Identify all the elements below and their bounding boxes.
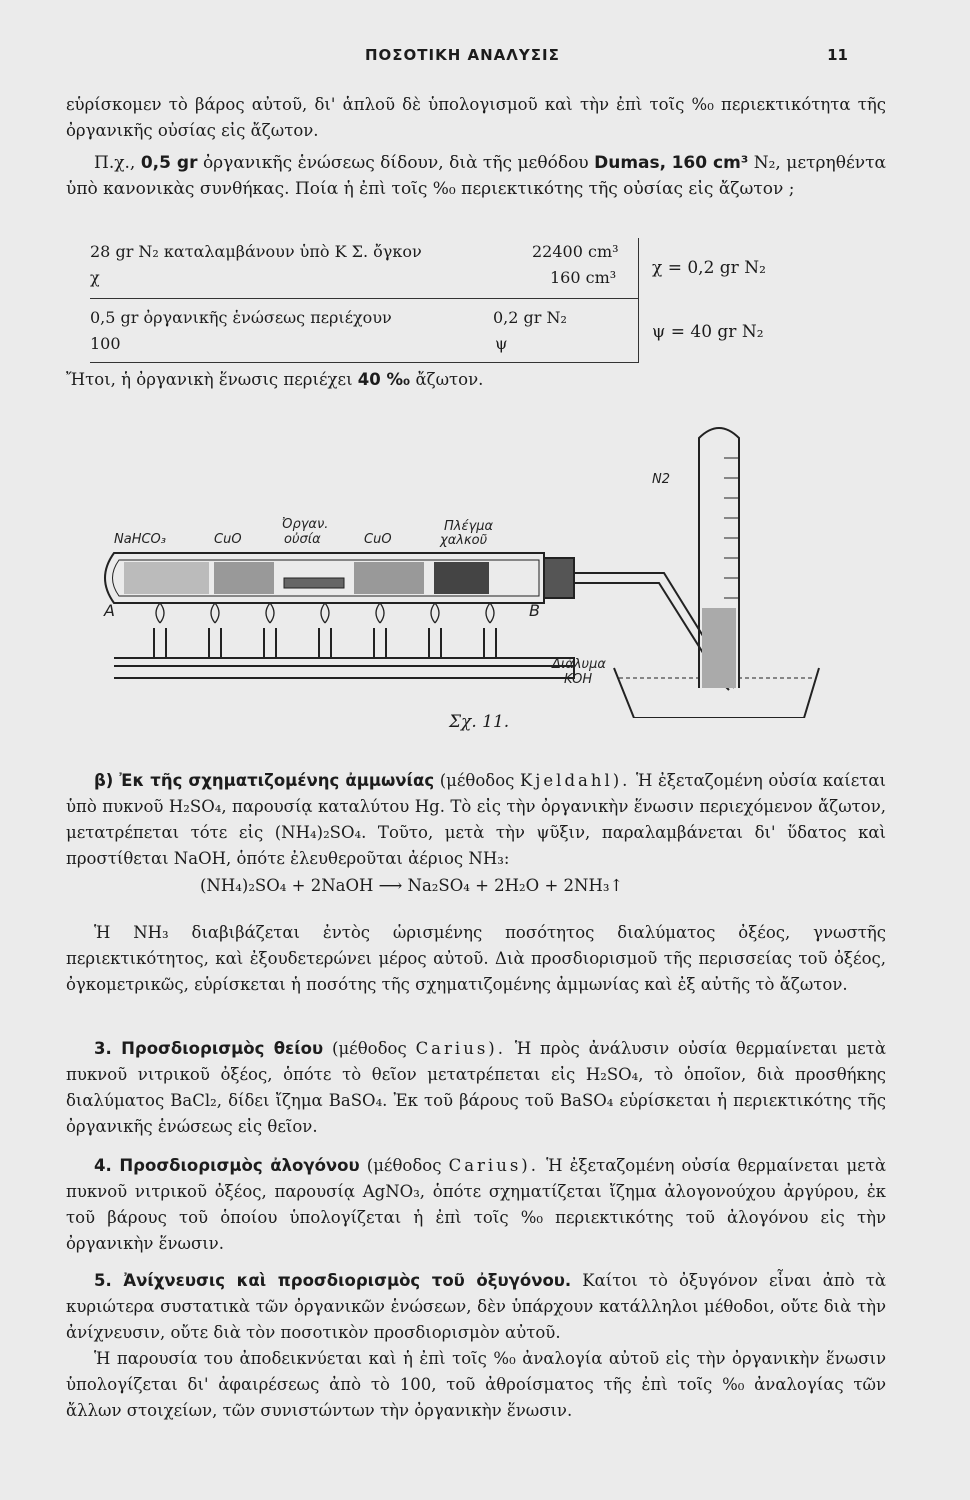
- section-3-heading: 3. Προσδιορισμὸς θείου: [94, 1039, 324, 1058]
- example-text: [66, 150, 886, 202]
- example-paragraph: [66, 150, 886, 202]
- section-5-text2: Ἡ παρουσία του ἀποδεικνύεται καὶ ἡ ἐπὶ τοῖς %₀ ἀναλογία αὐτοῦ εἰς τὴν ὀργανικὴν ἕνωσιν ὑπολογίζεται δι' ἀφαιρέσεως ἀπὸ τὸ 100, τοῦ ἀθροίσματος τῆς ἐπὶ τοῖς %₀ ἀναλογίας τῶν ἄλλων στοιχείων, τῶν συνιστώντων τὴν ὀργανικὴν ἕνωσιν.: [66, 1349, 886, 1420]
- section-4-method: Carius).: [448, 1156, 539, 1175]
- label-mesh-2: χαλκοῦ: [440, 533, 488, 548]
- proportion-row1-left: 28 gr N₂ καταλαμβάνουν ὑπὸ Κ Σ. ὄγκον: [90, 242, 422, 261]
- section-b-text: [66, 768, 886, 872]
- section-b-method: Kjeldahl).: [519, 771, 631, 790]
- result-psi: ψ = 40 gr N₂: [652, 322, 764, 342]
- label-a: A: [104, 601, 115, 620]
- proportion-row4-right: ψ: [495, 334, 508, 353]
- proportion-table: [90, 238, 670, 380]
- example-part1: ὀργανικῆς ἑνώσεως δίδουν, διὰ τῆς μεθόδου: [202, 153, 589, 173]
- cuo-filling-2: [354, 562, 424, 594]
- section-5-body: Καίτοι τὸ ὀξυγόνον εἶναι ἀπὸ τὰ κυριώτερα συστατικὰ τῶν ὀργανικῶν ἑνώσεων, δὲν ὑπάρχουν κατάλληλοι μέθοδοι, οὔτε διὰ τὴν ἀνίχνευσιν, οὔτε διὰ τὸν ποσοτικὸν προσδιορισμὸν αὐτοῦ.: [66, 1271, 886, 1342]
- intro-paragraph: [66, 92, 886, 144]
- page-number: 11: [827, 46, 848, 64]
- label-nahco3: NaHCO₃: [114, 532, 166, 547]
- section-5-text: [66, 1268, 886, 1346]
- label-koh-2: KOH: [564, 672, 593, 687]
- section-3-body: Ἡ πρὸς ἀνάλυσιν οὐσία θερμαίνεται μετὰ πυκνοῦ νιτρικοῦ ὀξέος, ὁπότε τὸ θεῖον μετατρέπεται εἰς H₂SO₄, τὸ ὁποῖον, διὰ προσθήκης διαλύματος BaCl₂, δίδει ἴζημα BaSO₄. Ἐκ τοῦ βάρους τοῦ BaSO₄ εὑρίσκεται ἡ περιεκτικότης τῆς ὀργανικῆς ἑνώσεως εἰς θεῖον.: [66, 1039, 886, 1136]
- section-b-text2: Ἡ NH₃ διαβιβάζεται ἐντὸς ὡρισμένης ποσότητος διαλύματος ὀξέος, γνωστῆς περιεκτικότητος, καὶ ἐξουδετερώνει μέρος αὐτοῦ. Διὰ προσδιορισμοῦ τῆς περισσείας τοῦ ὀξέος, ὀγκομετρικῶς, εὑρίσκεται ἡ ποσότης τῆς σχηματιζομένης ἀμμωνίας καὶ ἐξ αὐτῆς τὸ ἄζωτον.: [66, 923, 886, 994]
- conclusion-value: 40 %₀: [357, 370, 411, 389]
- label-n2: N2: [652, 472, 670, 487]
- proportion-divider: [90, 298, 638, 299]
- conclusion-post: ἄζωτον.: [415, 370, 484, 389]
- section-4-method-pre: (μέθοδος: [366, 1156, 442, 1175]
- section-b-heading: β) Ἐκ τῆς σχηματιζομένης ἀμμωνίας: [94, 771, 435, 790]
- example-amount: 0,5 gr: [140, 153, 198, 173]
- conclusion-line: [66, 367, 886, 393]
- nahco3-filling: [124, 562, 209, 594]
- section-b-method-pre: (μέθοδος: [439, 771, 515, 790]
- result-x: χ = 0,2 gr N₂: [652, 258, 766, 278]
- figure-caption: Σχ. 11.: [449, 712, 510, 732]
- running-head-title: ΠΟΣΟΤΙΚΗ ΑΝΑΛΥΣΙΣ: [365, 46, 560, 64]
- graduation-marks: [724, 458, 739, 598]
- label-cuo-2: CuO: [364, 532, 392, 547]
- proportion-row4-left: 100: [90, 334, 121, 353]
- ammonia-equation: (NH₄)₂SO₄ + 2NaOH ⟶ Na₂SO₄ + 2H₂O + 2NH₃↑: [200, 876, 624, 895]
- section-b-continued: [66, 920, 886, 998]
- running-head: [0, 46, 970, 70]
- proportion-vertical-rule: [638, 238, 639, 363]
- section-4-text: [66, 1153, 886, 1257]
- section-b-body: Ἡ ἐξεταζομένη οὐσία καίεται ὑπὸ πυκνοῦ H₂SO₄, παρουσίᾳ καταλύτου Hg. Τὸ εἰς τὴν ὀργανικὴν ἕνωσιν περιεχόμενον ἄζωτον, μετατρέπεται τότε εἰς (NH₄)₂SO₄. Τοῦτο, μετὰ τὴν ψῦξιν, παραλαμβάνεται δι' ὕδατος καὶ προστίθεται NaOH, ὁπότε ἐλευθεροῦται ἀέριος NH₃:: [66, 771, 886, 868]
- section-4-heading: 4. Προσδιορισμὸς ἀλογόνου: [94, 1156, 360, 1175]
- section-3-method: Carius).: [415, 1039, 506, 1058]
- section-3: [66, 1036, 886, 1140]
- conclusion-pre: Ἤτοι, ἡ ὀργανικὴ ἕνωσις περιέχει: [66, 370, 353, 389]
- section-3-method-pre: (μέθοδος: [332, 1039, 407, 1058]
- label-organic-2: οὐσία: [284, 532, 321, 547]
- apparatus-drawing: [74, 418, 824, 718]
- proportion-row3-right: 0,2 gr N₂: [493, 308, 567, 327]
- section-4-body: Ἡ ἐξεταζομένη οὐσία θερμαίνεται μετὰ πυκνοῦ νιτρικοῦ ὀξέος, παρουσίᾳ AgNO₃, ὁπότε σχηματίζεται ἴζημα ἀλογονούχου ἀργύρου, ἐκ τοῦ βάρους τοῦ ὁποίου ὑπολογίζεται ἡ ἐπὶ τοῖς %₀ περιεκτικότης τοῦ ἀλογόνου εἰς τὴν ὀργανικὴν ἕνωσιν.: [66, 1156, 886, 1253]
- section-4: [66, 1153, 886, 1257]
- section-5-heading: 5. Ἀνίχνευσις καὶ προσδιορισμὸς τοῦ ὀξυγόνου.: [94, 1271, 572, 1290]
- intro-text: εὑρίσκομεν τὸ βάρος αὐτοῦ, δι' ἁπλοῦ δὲ ὑπολογισμοῦ καὶ τὴν ἐπὶ τοῖς %₀ περιεκτικότητα τῆς ὀργανικῆς οὐσίας εἰς ἄζωτον.: [66, 95, 886, 140]
- label-cuo-1: CuO: [214, 532, 242, 547]
- proportion-row1-right: 22400 cm³: [532, 242, 619, 261]
- example-lead: Π.χ.,: [94, 153, 136, 173]
- flames: [156, 603, 494, 623]
- example-volume: 160 cm³: [671, 153, 749, 173]
- label-koh-1: Διάλυμα: [552, 657, 606, 672]
- section-3-text: [66, 1036, 886, 1140]
- cuo-filling-1: [214, 562, 274, 594]
- burners: [114, 628, 574, 678]
- label-mesh-1: Πλέγμα: [444, 519, 494, 534]
- proportion-row2-right: 160 cm³: [550, 268, 617, 287]
- proportion-bottom-rule: [90, 362, 638, 363]
- label-organic-1: Ὀργαν.: [282, 517, 329, 532]
- proportion-row2-left: χ: [90, 268, 100, 287]
- label-b: B: [529, 601, 540, 620]
- example-part2: N₂, μετρηθέντα ὑπὸ κανονικὰς συνθήκας. Ποία ἡ ἐπὶ τοῖς %₀ περιεκτικότης τῆς οὐσίας εἰς ἄζωτον ;: [66, 153, 886, 199]
- section-b: [66, 768, 886, 872]
- example-method: Dumas,: [594, 153, 667, 173]
- proportion-row3-left: 0,5 gr ὀργανικῆς ἑνώσεως περιέχουν: [90, 308, 392, 327]
- tube-stopper: [544, 558, 574, 598]
- section-5: [66, 1268, 886, 1424]
- organic-boat: [284, 578, 344, 588]
- figure-dumas-apparatus: [74, 418, 824, 718]
- copper-mesh: [434, 562, 489, 594]
